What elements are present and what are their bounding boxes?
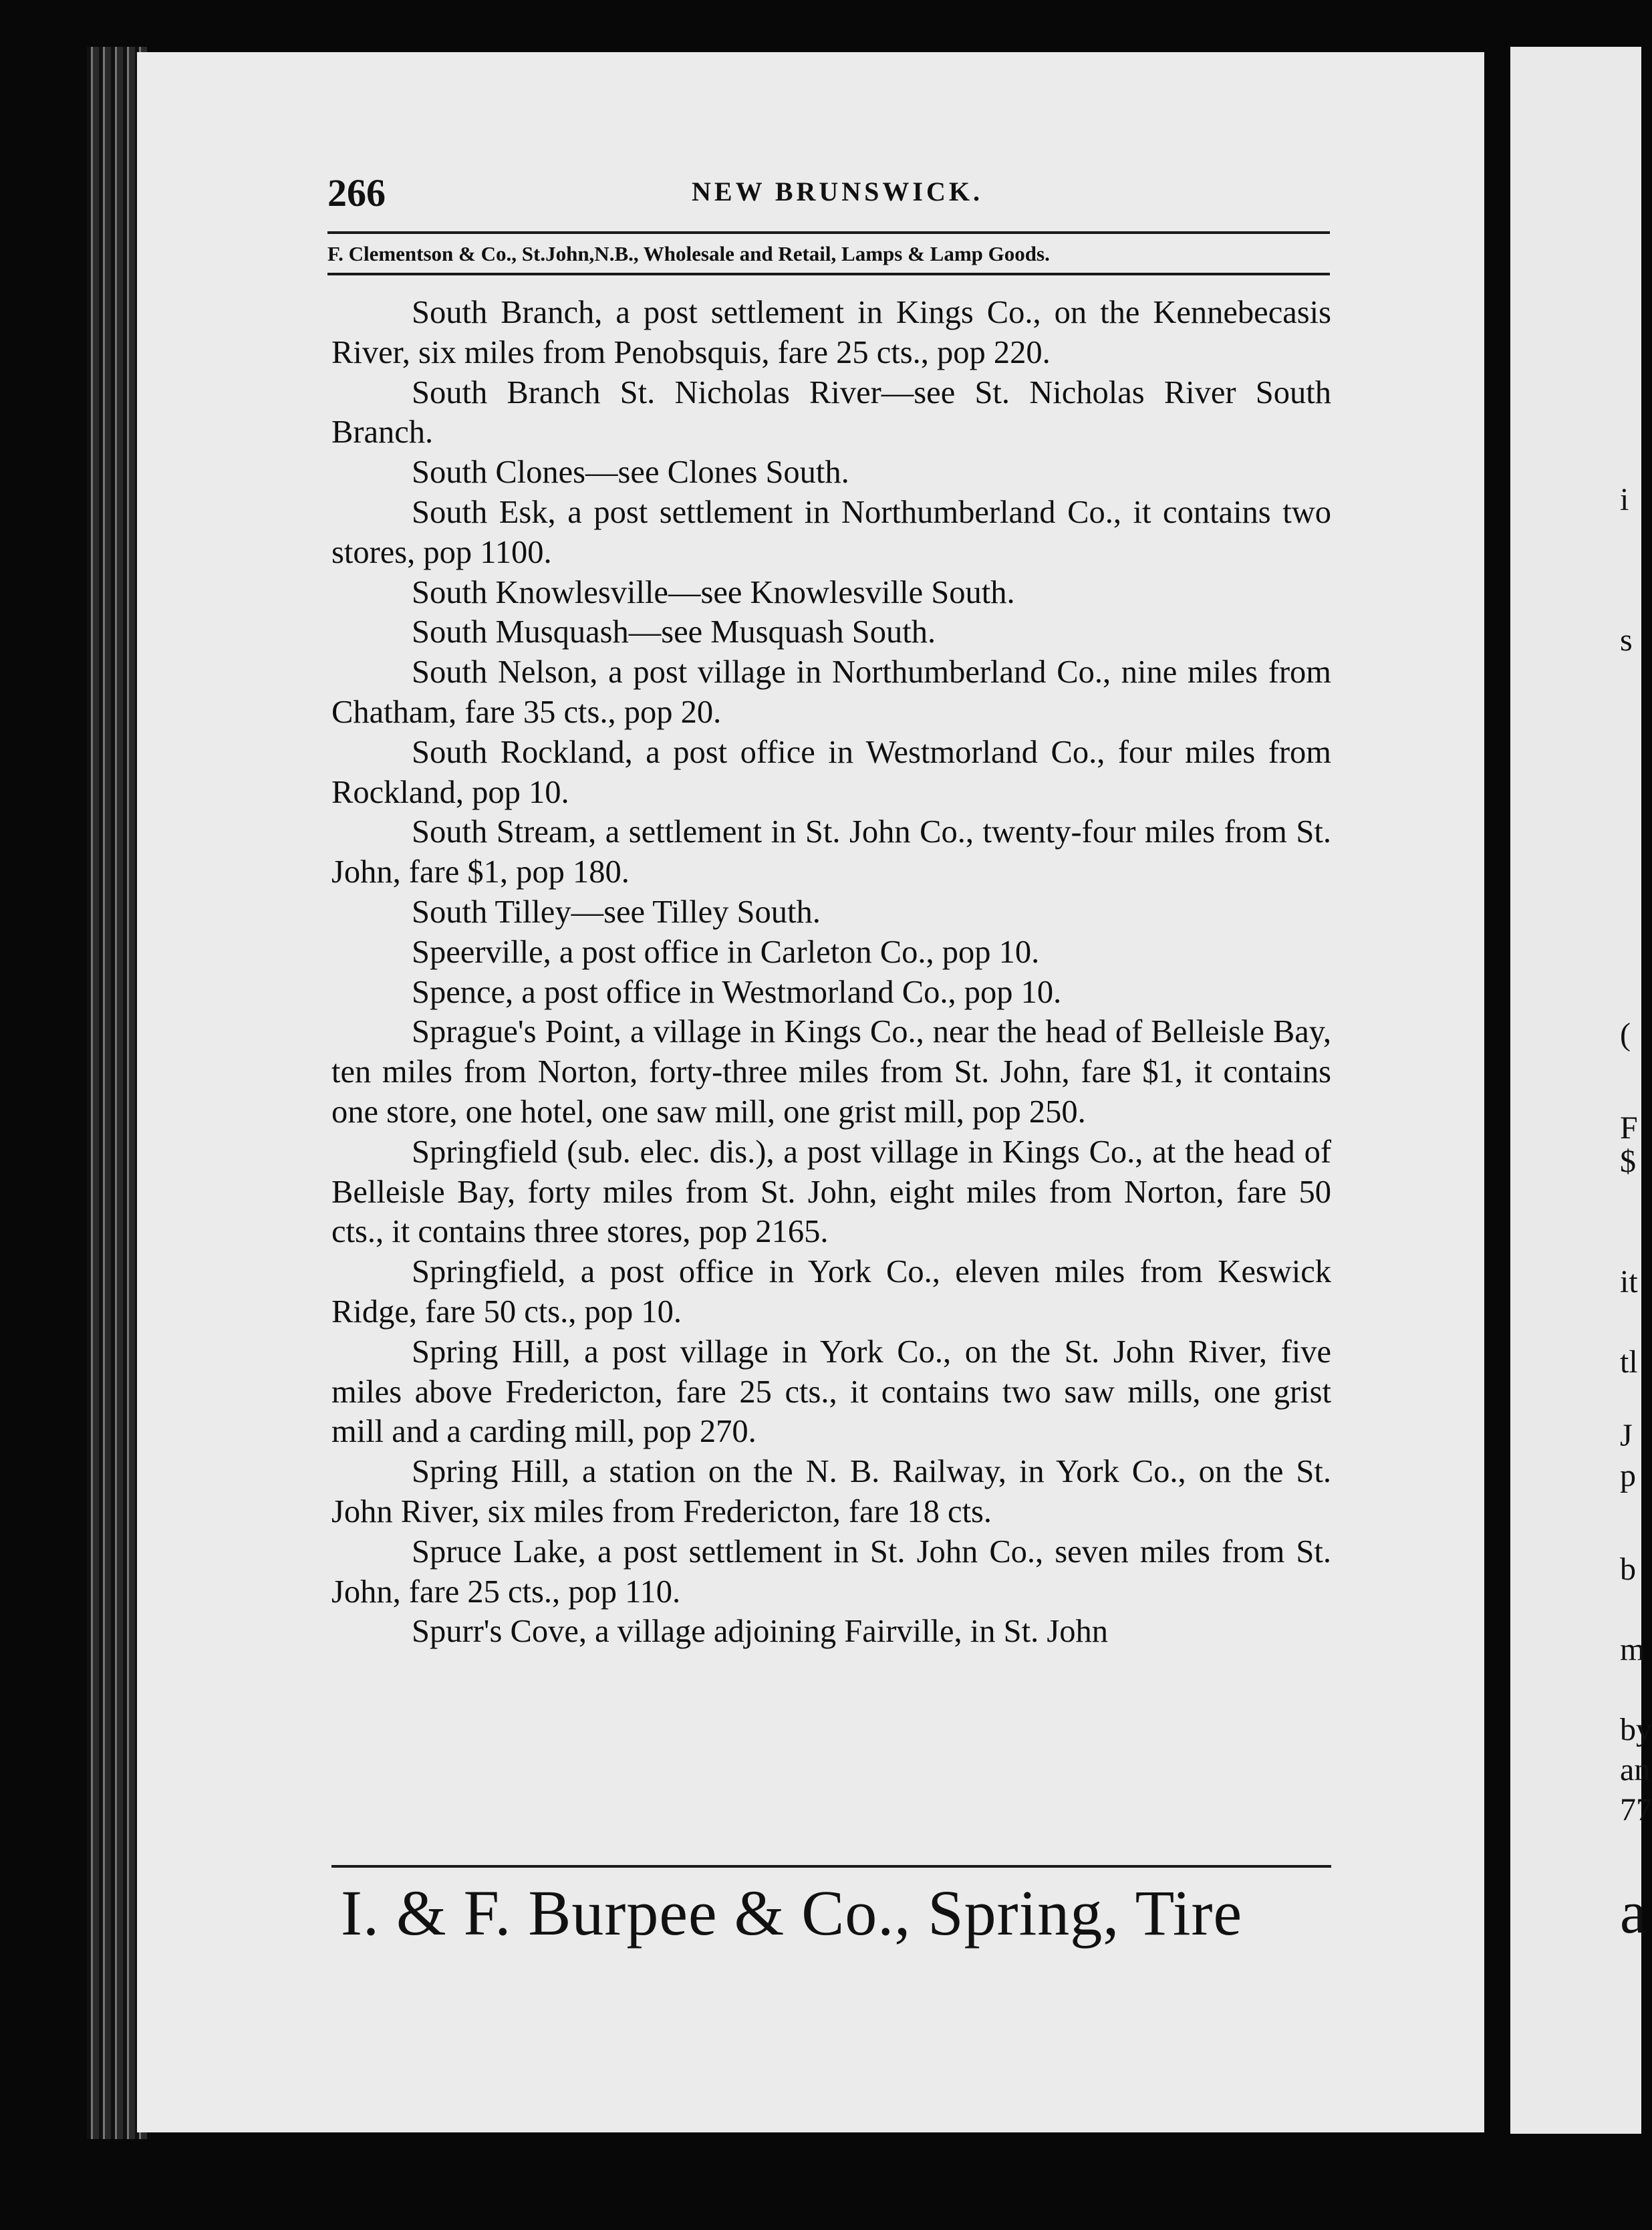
gazetteer-entries — [331, 293, 1331, 1652]
adjacent-page-fragment: b — [1620, 1552, 1636, 1587]
bottom-advertisement: I. & F. Burpee & Co., Spring, Tire — [341, 1877, 1243, 1949]
gazetteer-entry: Spurr's Cove, a village adjoining Fairville, in St. John — [412, 1614, 1108, 1650]
footer-rule — [331, 1865, 1331, 1868]
adjacent-page-fragment: an — [1620, 1752, 1651, 1787]
header-rule — [327, 231, 1330, 234]
adjacent-page-fragment: J — [1620, 1418, 1633, 1453]
top-advertisement: F. Clementson & Co., St.John,N.B., Wholesale and Retail, Lamps & Lamp Goods. — [327, 242, 1050, 265]
adjacent-page-fragment: it — [1620, 1264, 1638, 1299]
gazetteer-entry: Sprague's Point, a village in Kings Co., near the head of Belleisle Bay, ten miles from Norton, forty-three miles from St. John, fare $1, it contains one store, one hotel, one saw mill, one grist mill, pop 250. — [331, 1014, 1331, 1130]
gazetteer-entry: South Branch St. Nicholas River—see St. Nicholas River South Branch. — [331, 374, 1331, 451]
gazetteer-entry: Spring Hill, a post village in York Co., on the St. John River, five miles above Fredericton, fare 25 cts., it contains two saw mills, one grist mill and a carding mill, pop 270. — [331, 1334, 1331, 1450]
gazetteer-entry: Springfield, a post office in York Co., eleven miles from Keswick Ridge, fare 50 cts., pop 10. — [331, 1254, 1331, 1330]
gazetteer-entry: South Esk, a post settlement in Northumberland Co., it contains two stores, pop 1100. — [331, 494, 1331, 570]
adjacent-page-fragment: ( — [1620, 1017, 1631, 1052]
adjacent-page-fragment: by — [1620, 1712, 1652, 1747]
gazetteer-entry: South Branch, a post settlement in Kings Co., on the Kennebecasis River, six miles from Penobsquis, fare 25 cts., pop 220. — [331, 295, 1331, 370]
gazetteer-entry: Spence, a post office in Westmorland Co., pop 10. — [412, 974, 1062, 1010]
gazetteer-entry: South Rockland, a post office in Westmorland Co., four miles from Rockland, pop 10. — [331, 734, 1331, 810]
gazetteer-entry: South Musquash—see Musquash South. — [412, 614, 936, 650]
running-head: NEW BRUNSWICK. — [692, 176, 983, 207]
adjacent-page-fragment: 77 — [1620, 1792, 1652, 1828]
adjacent-page-fragment: m — [1620, 1632, 1645, 1667]
gazetteer-entry: Spruce Lake, a post settlement in St. John Co., seven miles from St. John, fare 25 cts., pop 110. — [331, 1533, 1331, 1610]
adjacent-page-fragment: F — [1620, 1110, 1638, 1146]
gazetteer-entry: South Clones—see Clones South. — [412, 455, 849, 491]
gazetteer-entry: Speerville, a post office in Carleton Co., pop 10. — [412, 934, 1040, 970]
advert-rule — [327, 273, 1330, 275]
adjacent-page-fragment: tl — [1620, 1344, 1638, 1380]
page-number: 266 — [327, 171, 386, 215]
gazetteer-entry: South Stream, a settlement in St. John Co., twenty-four miles from St. John, fare $1, pop 180. — [331, 814, 1331, 890]
gazetteer-entry: South Knowlesville—see Knowlesville South. — [412, 574, 1015, 610]
adjacent-page-fragment: p — [1620, 1458, 1636, 1493]
gazetteer-entry: Springfield (sub. elec. dis.), a post village in Kings Co., at the head of Belleisle Bay, forty miles from St. John, eight miles from Norton, fare 50 cts., it contains three stores, pop 2165. — [331, 1134, 1331, 1250]
adjacent-page-fragment: a — [1620, 1880, 1647, 1946]
adjacent-page-fragment: $ — [1620, 1144, 1636, 1179]
page-header — [327, 170, 1330, 215]
adjacent-page-fragment: i — [1620, 482, 1629, 517]
gazetteer-entry: Spring Hill, a station on the N. B. Railway, in York Co., on the St. John River, six miles from Fredericton, fare 18 cts. — [331, 1454, 1331, 1529]
gazetteer-entry: South Nelson, a post village in Northumberland Co., nine miles from Chatham, fare 35 cts., pop 20. — [331, 654, 1331, 730]
adjacent-page-fragment: s — [1620, 622, 1633, 658]
gazetteer-entry: South Tilley—see Tilley South. — [412, 894, 821, 930]
